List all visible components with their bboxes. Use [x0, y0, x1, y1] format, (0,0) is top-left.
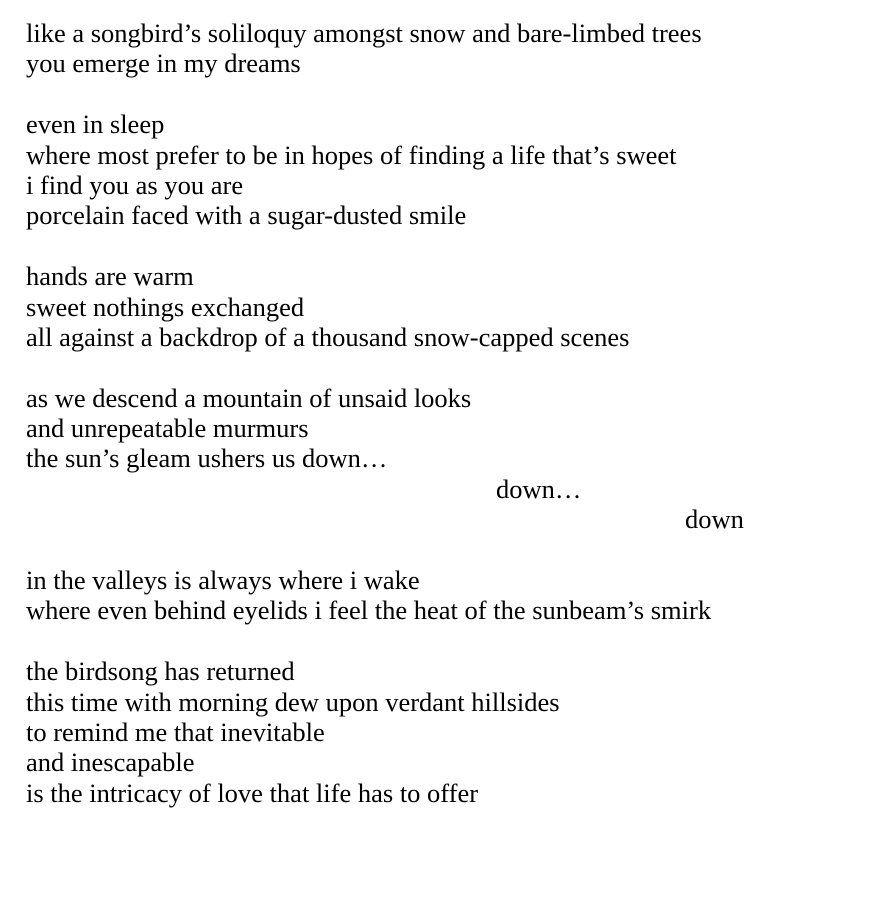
- poem-line: and inescapable: [26, 747, 195, 778]
- poem-line: to remind me that inevitable: [26, 716, 325, 747]
- poem-line: sweet nothings exchanged: [26, 291, 305, 322]
- poem-line: as we descend a mountain of unsaid looks: [26, 382, 472, 413]
- stanza-break: [26, 535, 886, 565]
- poem-line: even in sleep: [26, 109, 165, 140]
- poem-line: you emerge in my dreams: [26, 48, 301, 79]
- stanza-break: [26, 626, 886, 656]
- poem-line: the birdsong has returned: [26, 656, 295, 687]
- poem-line: all against a backdrop of a thousand snow-capped scenes: [26, 321, 630, 352]
- poem-line: and unrepeatable murmurs: [26, 413, 309, 444]
- stanza-3: [26, 261, 886, 352]
- stanza-4: [26, 383, 886, 535]
- stanza-break: [26, 79, 886, 109]
- poem-line: where most prefer to be in hopes of finding a life that’s sweet: [26, 139, 677, 170]
- stanza-5: [26, 565, 886, 626]
- stanza-break: [26, 352, 886, 382]
- poem-line: hands are warm: [26, 261, 194, 292]
- poem-line: i find you as you are: [26, 169, 244, 200]
- poem-line: porcelain faced with a sugar-dusted smile: [26, 200, 467, 231]
- poem-line: the sun’s gleam ushers us down…: [26, 443, 388, 474]
- poem-line-indented: down: [685, 504, 744, 535]
- poem-line: is the intricacy of love that life has to offer: [26, 777, 479, 808]
- stanza-break: [26, 231, 886, 261]
- poem-line: where even behind eyelids i feel the heat of the sunbeam’s smirk: [26, 595, 712, 626]
- poem-line-indented: down…: [496, 473, 582, 504]
- stanza-6: [26, 656, 886, 808]
- poem-line: like a songbird’s soliloquy amongst snow and bare-limbed trees: [26, 18, 702, 48]
- stanza-1: [26, 18, 886, 79]
- poem-line: this time with morning dew upon verdant hillsides: [26, 686, 560, 717]
- poem: [26, 18, 886, 808]
- stanza-2: [26, 109, 886, 231]
- poem-line: in the valleys is always where i wake: [26, 565, 420, 596]
